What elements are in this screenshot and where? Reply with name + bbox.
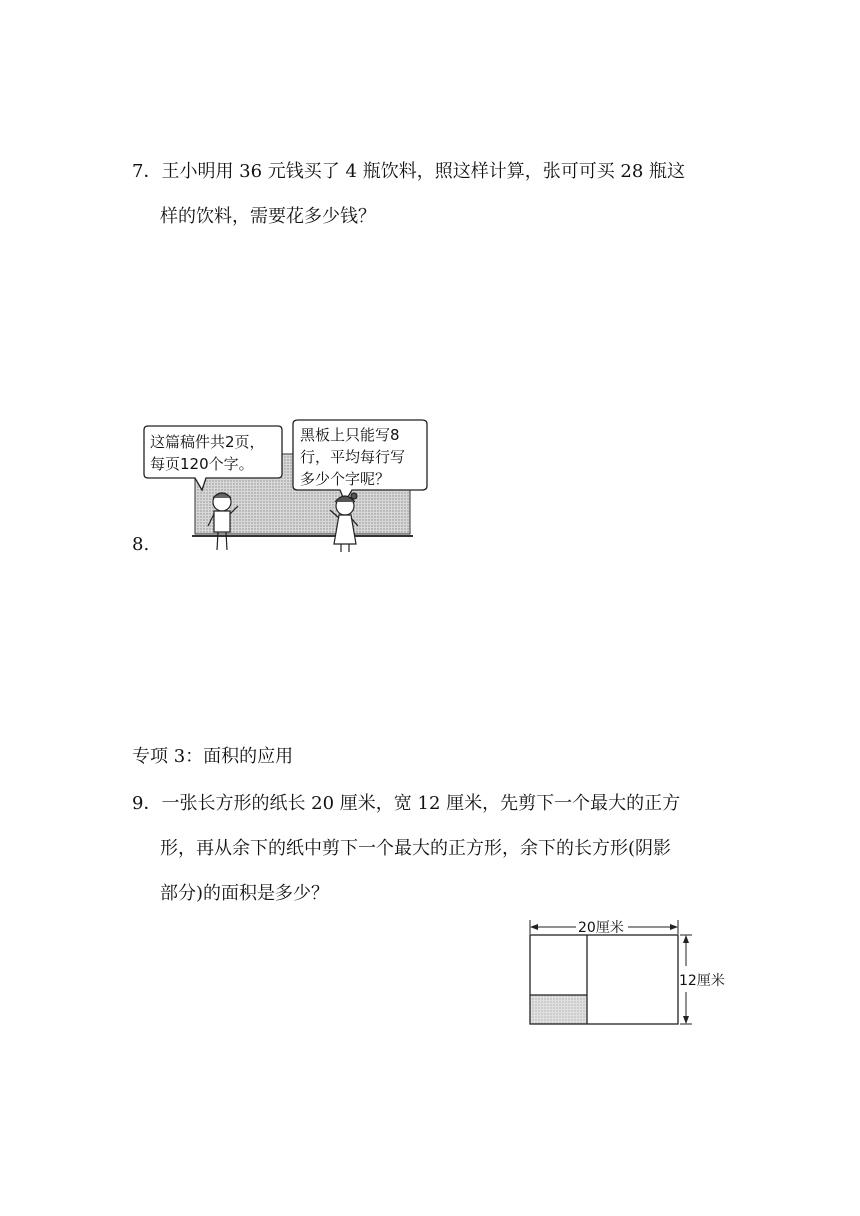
shaded-rectangle bbox=[530, 995, 587, 1024]
q7-number: 7． bbox=[132, 161, 162, 182]
q7-text-1: 王小明用 36 元钱买了 4 瓶饮料，照这样计算，张可可买 28 瓶这 bbox=[161, 161, 686, 182]
bubble-left-line2: 每页120个字。 bbox=[150, 455, 254, 473]
bubble-left-line1: 这篇稿件共2页， bbox=[150, 433, 265, 451]
speech-bubble-right bbox=[293, 420, 427, 502]
q8-illustration bbox=[140, 414, 440, 554]
section-title: 专项 3：面积的应用 bbox=[132, 746, 294, 767]
width-label: 12厘米 bbox=[679, 973, 725, 989]
q9-line2: 形，再从余下的纸中剪下一个最大的正方形，余下的长方形(阴影 bbox=[160, 838, 672, 859]
q7-line2: 样的饮料，需要花多少钱？ bbox=[160, 206, 376, 227]
bubble-right-line1: 黑板上只能写8 bbox=[300, 426, 400, 444]
q9-text-1: 一张长方形的纸长 20 厘米，宽 12 厘米，先剪下一个最大的正方 bbox=[161, 793, 681, 814]
q9-line3: 部分)的面积是多少？ bbox=[160, 883, 330, 904]
length-label: 20厘米 bbox=[578, 920, 624, 936]
q9-number: 9． bbox=[132, 793, 162, 814]
q9-line1 bbox=[132, 792, 680, 816]
bubble-right-line3: 多少个字呢？ bbox=[300, 470, 391, 488]
bubble-right-line2: 行，平均每行写 bbox=[300, 448, 406, 466]
q9-figure bbox=[520, 914, 740, 1034]
q8-number: 8. bbox=[132, 534, 150, 555]
q7-line1 bbox=[132, 160, 685, 184]
